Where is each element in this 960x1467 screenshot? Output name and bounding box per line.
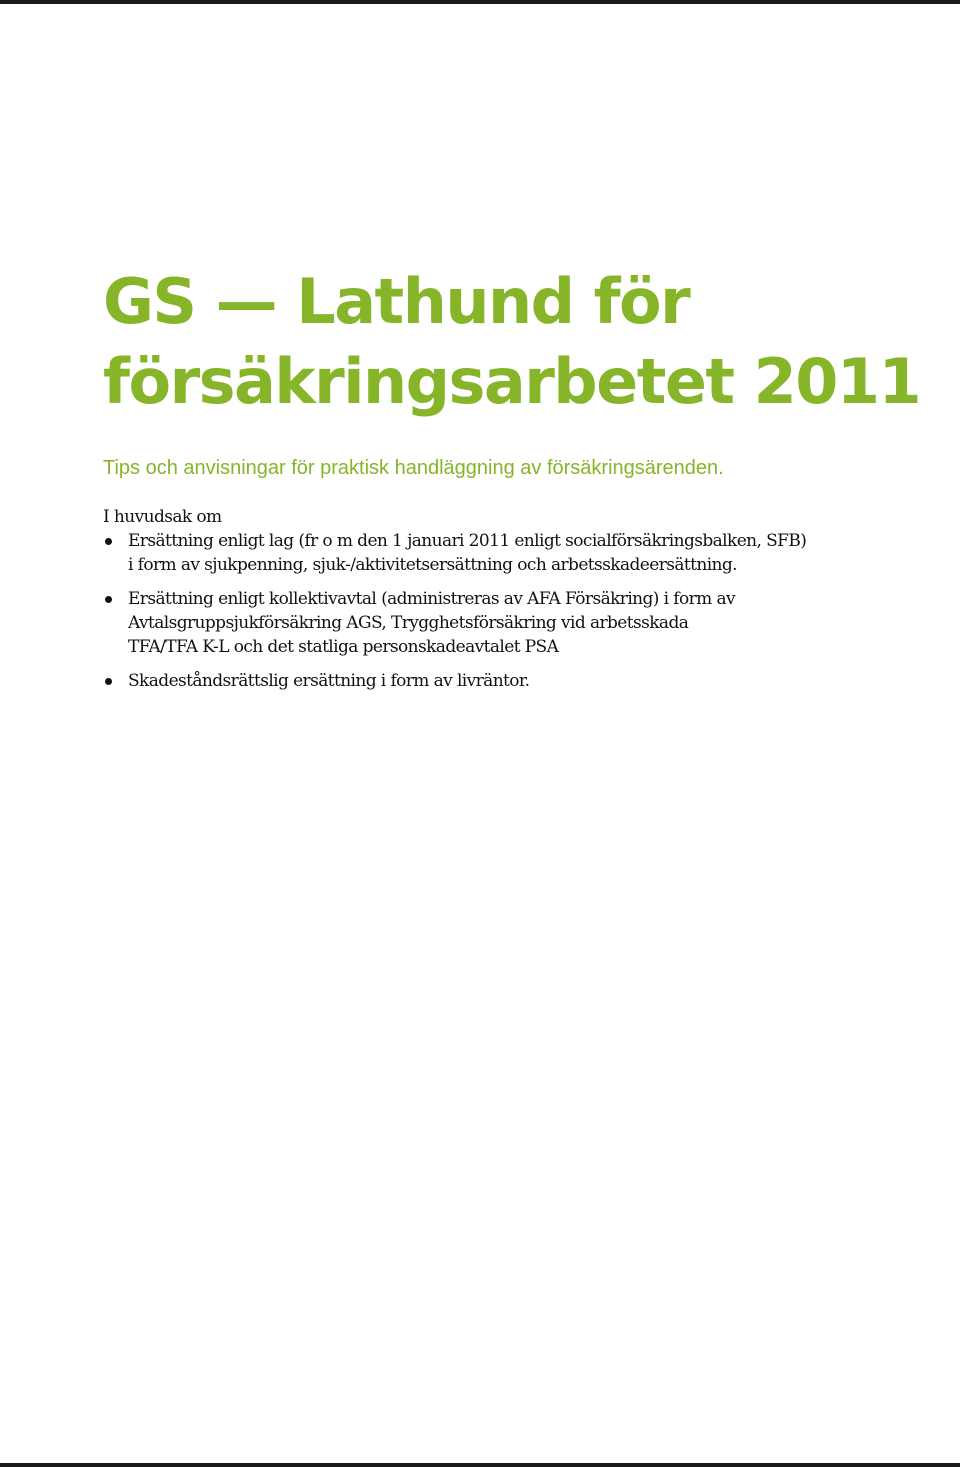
subtitle: Tips och anvisningar för praktisk handläggning av försäkringsärenden. [103,457,724,479]
list-item-line: Avtalsgruppsjukförsäkring AGS, Trygghetsförsäkring vid arbetsskada [128,613,689,633]
title-line-1: GS — Lathund för [103,265,690,338]
list-item-line: Ersättning enligt kollektivavtal (administreras av AFA Försäkring) i form av [128,589,735,609]
list-item [103,529,903,577]
list-item [103,669,903,693]
bottom-rule [0,1463,960,1467]
bullet-list [103,529,903,693]
top-rule [0,0,960,4]
list-item-line: Skadeståndsrättslig ersättning i form av livräntor. [128,671,530,691]
list-item-line: Ersättning enligt lag (fr o m den 1 januari 2011 enligt socialförsäkringsbalken, SFB) [128,531,807,551]
bullet-icon [105,538,112,545]
intro-text: I huvudsak om [103,507,222,527]
title-line-2: försäkringsarbetet 2011 [103,345,921,418]
list-item [103,587,903,659]
bullet-icon [105,678,112,685]
bullet-icon [105,596,112,603]
page-title [103,262,933,422]
list-item-line: TFA/TFA K-L och det statliga personskadeavtalet PSA [128,637,559,657]
list-item-line: i form av sjukpenning, sjuk-/aktivitetsersättning och arbetsskadeersättning. [128,555,737,575]
